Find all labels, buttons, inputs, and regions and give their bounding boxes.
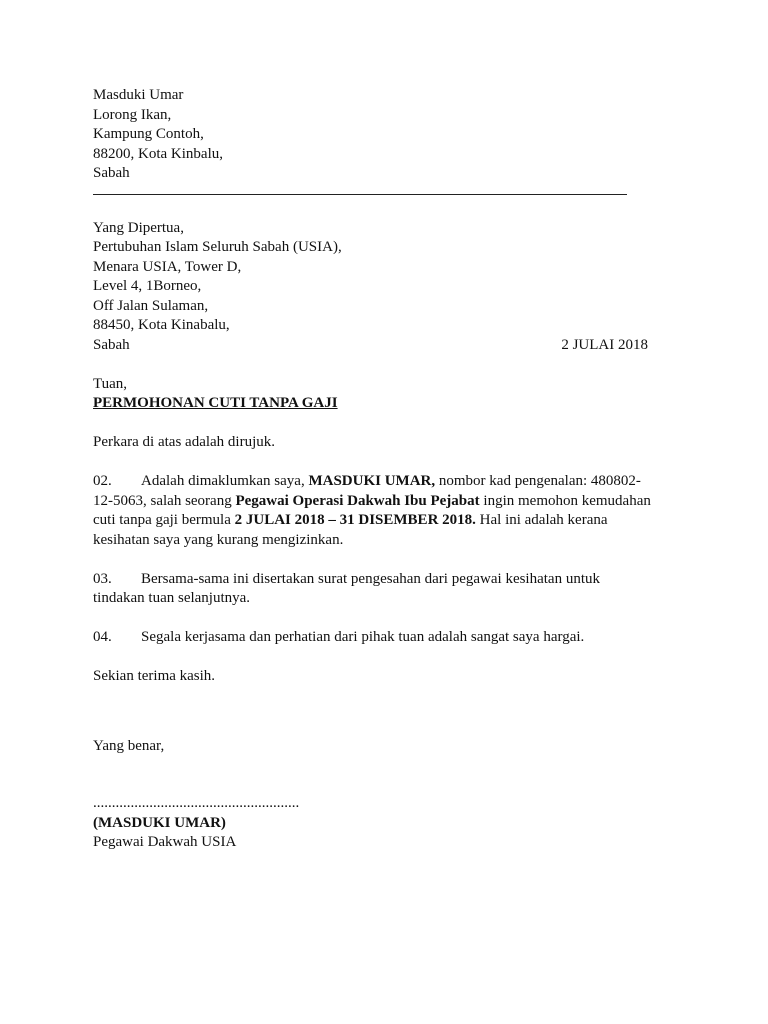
subject-heading: PERMOHONAN CUTI TANPA GAJI <box>93 395 338 411</box>
paragraph-text: Segala kerjasama dan perhatian dari pihak tuan adalah sangat saya hargai. <box>141 629 585 645</box>
recipient-address-line: Menara USIA, Tower D, <box>93 258 242 275</box>
paragraph-02 <box>93 472 655 550</box>
paragraph-text: ingin memohon kemudahan cuti tanpa gaji bermula <box>93 492 651 528</box>
leave-period: 2 JULAI 2018 – 31 DISEMBER 2018. <box>234 512 476 528</box>
salutation: Tuan, <box>93 375 128 392</box>
signature-line: ....................................................... <box>93 795 300 811</box>
recipient-address-line: Pertubuhan Islam Seluruh Sabah (USIA), <box>93 239 342 255</box>
recipient-block <box>93 219 653 356</box>
paragraph-number: 03. <box>93 570 112 587</box>
sender-name: Masduki Umar <box>93 87 184 103</box>
paragraph-text: nombor kad pengenalan: 480802-12-5063, salah seorang <box>93 473 641 509</box>
applicant-position: Pegawai Operasi Dakwah Ibu Pejabat <box>235 492 480 509</box>
letter-date: 2 JULAI 2018 <box>561 336 648 353</box>
recipient-address-line: 88450, Kota Kinabalu, <box>93 317 230 333</box>
sender-address-line: Kampung Contoh, <box>93 126 204 142</box>
paragraph-text: Adalah dimaklumkan saya, <box>141 473 309 489</box>
paragraph-04 <box>93 628 655 648</box>
recipient-address-line: Level 4, 1Borneo, <box>93 278 202 294</box>
closing-line: Sekian terima kasih. <box>93 668 216 684</box>
signer-name: (MASDUKI UMAR) <box>93 814 226 831</box>
sender-block <box>93 86 653 184</box>
recipient-last-line-row <box>93 336 648 356</box>
paragraph-number: 04. <box>93 629 112 645</box>
recipient-title: Yang Dipertua, <box>93 219 184 236</box>
paragraph-text: Bersama-sama ini disertakan surat pengesahan dari pegawai kesihatan untuk tindakan tuan selanjutnya. <box>93 570 601 606</box>
signer-position: Pegawai Dakwah USIA <box>93 834 237 850</box>
paragraph-number: 02. <box>93 473 112 489</box>
sender-address-line: 88200, Kota Kinbalu, <box>93 145 223 162</box>
paragraph-03 <box>93 570 655 609</box>
reference-line: Perkara di atas adalah dirujuk. <box>93 434 276 450</box>
applicant-name: MASDUKI UMAR, <box>308 473 436 489</box>
paragraph-text: Hal ini adalah kerana kesihatan saya yang kurang mengizinkan. <box>93 512 608 548</box>
signoff-line: Yang benar, <box>93 737 165 754</box>
letter-page <box>93 86 653 853</box>
recipient-address-line: Off Jalan Sulaman, <box>93 297 209 314</box>
sender-address-line: Sabah <box>93 165 130 181</box>
sender-address-line: Lorong Ikan, <box>93 106 172 123</box>
recipient-address-line: Sabah <box>93 336 130 353</box>
